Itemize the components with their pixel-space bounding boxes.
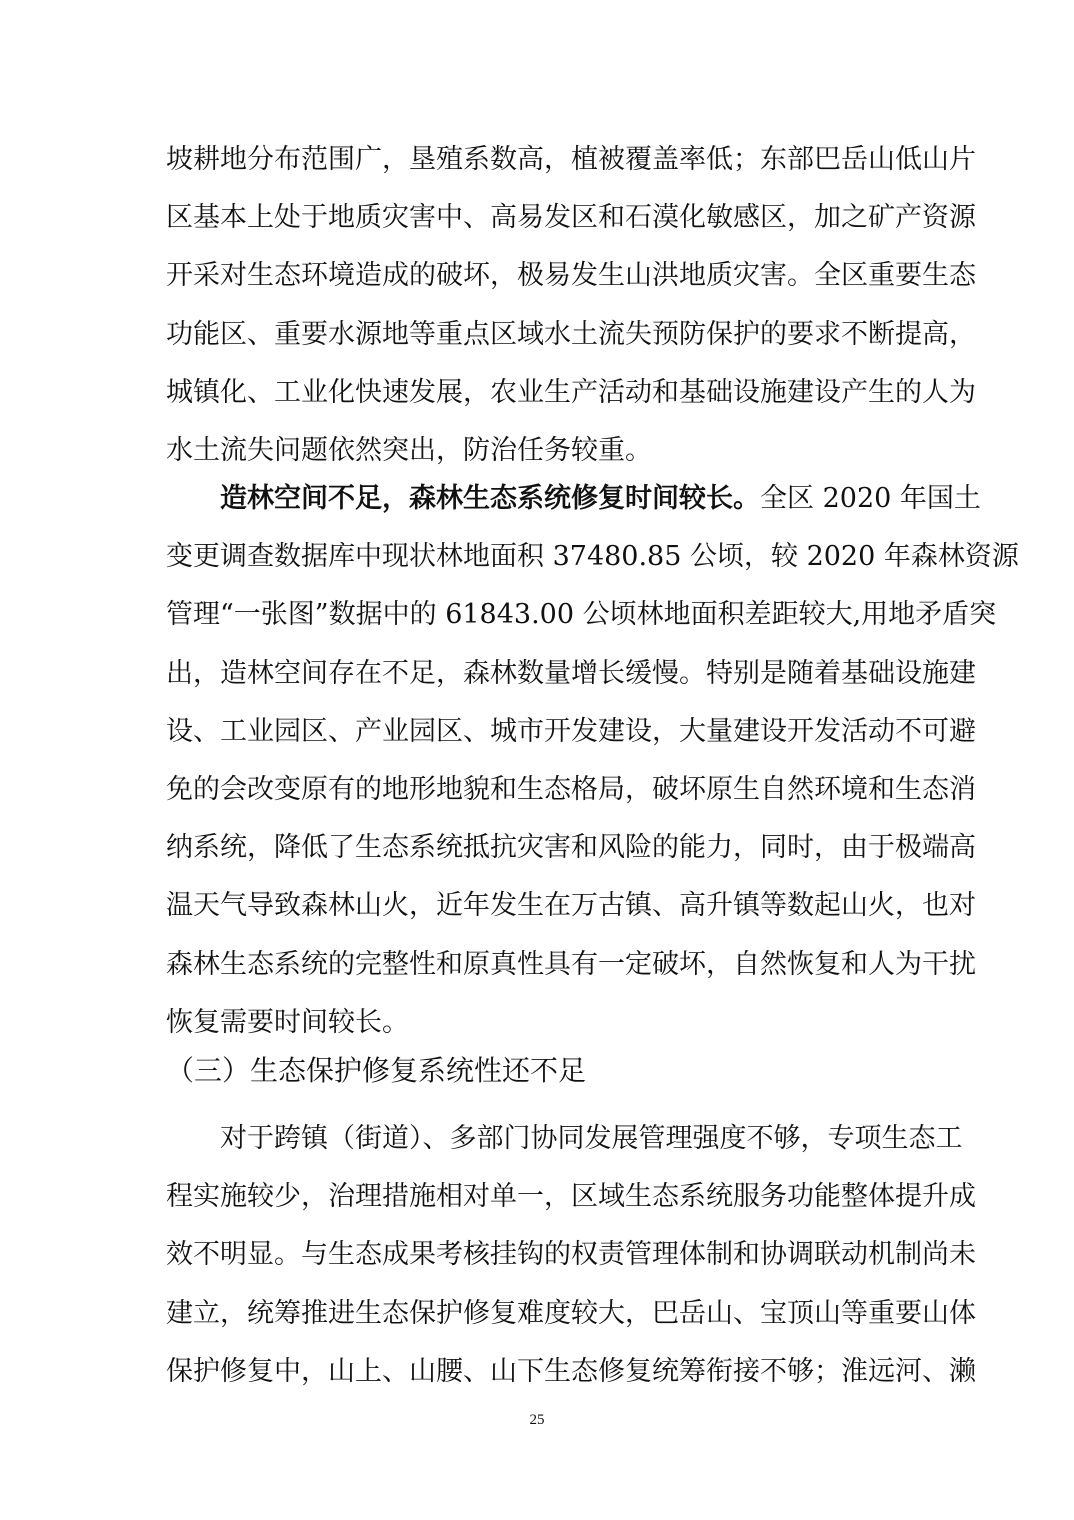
- section-heading: （三）生态保护修复系统性还不足: [166, 1054, 587, 1087]
- text-line: 功能区、重要水源地等重点区域水土流失预防保护的要求不断提高，: [166, 318, 976, 350]
- text-line: 程实施较少，治理措施相对单一，区域生态系统服务功能整体提升成: [166, 1181, 976, 1213]
- text-line: 城镇化、工业化快速发展，农业生产活动和基础设施建设产生的人为: [166, 376, 976, 408]
- paragraph-first-line: [166, 470, 981, 528]
- paragraph-systemic-protection: [166, 1110, 976, 1401]
- first-line-rest: 全区 2020 年国土: [760, 483, 981, 514]
- paragraph-soil-erosion: [166, 131, 976, 480]
- page-number: 25: [529, 1412, 545, 1428]
- paragraph-afforestation: [166, 470, 1019, 1052]
- text-line: 保护修复中，山上、山腰、山下生态修复统筹衔接不够；淮远河、濑: [166, 1355, 976, 1387]
- text-line: 出，造林空间存在不足，森林数量增长缓慢。特别是随着基础设施建: [166, 657, 976, 689]
- text-line: 建立，统筹推进生态保护修复难度较大，巴岳山、宝顶山等重要山体: [166, 1297, 976, 1329]
- text-line: 区基本上处于地质灾害中、高易发区和石漠化敏感区，加之矿产资源: [166, 202, 976, 234]
- text-line: 森林生态系统的完整性和原真性具有一定破坏，自然恢复和人为干扰: [166, 948, 976, 980]
- text-line: 纳系统，降低了生态系统抵抗灾害和风险的能力，同时，由于极端高: [166, 832, 976, 864]
- text-line: 恢复需要时间较长。: [166, 1006, 409, 1038]
- text-line: 变更调查数据库中现状林地面积 37480.85 公顷，较 2020 年森林资源: [166, 541, 1019, 573]
- text-line: 水土流失问题依然突出，防治任务较重。: [166, 434, 652, 466]
- text-line: 效不明显。与生态成果考核挂钩的权责管理体制和协调联动机制尚未: [166, 1239, 976, 1271]
- text-line: 开采对生态环境造成的破坏，极易发生山洪地质灾害。全区重要生态: [166, 260, 976, 292]
- text-line: 免的会改变原有的地形地貌和生态格局，破坏原生自然环境和生态消: [166, 773, 976, 805]
- bold-lead-sentence: 造林空间不足，森林生态系统修复时间较长。: [220, 483, 760, 514]
- text-line: 设、工业园区、产业园区、城市开发建设，大量建设开发活动不可避: [166, 715, 976, 747]
- text-line: 温天气导致森林山火，近年发生在万古镇、高升镇等数起山火，也对: [166, 890, 976, 922]
- text-line: 坡耕地分布范围广，垦殖系数高，植被覆盖率低；东部巴岳山低山片: [166, 144, 976, 175]
- text-line: 对于跨镇（街道）、多部门协同发展管理强度不够，专项生态工: [220, 1123, 963, 1154]
- text-line: 管理“一张图”数据中的 61843.00 公顷林地面积差距较大,用地矛盾突: [166, 599, 997, 631]
